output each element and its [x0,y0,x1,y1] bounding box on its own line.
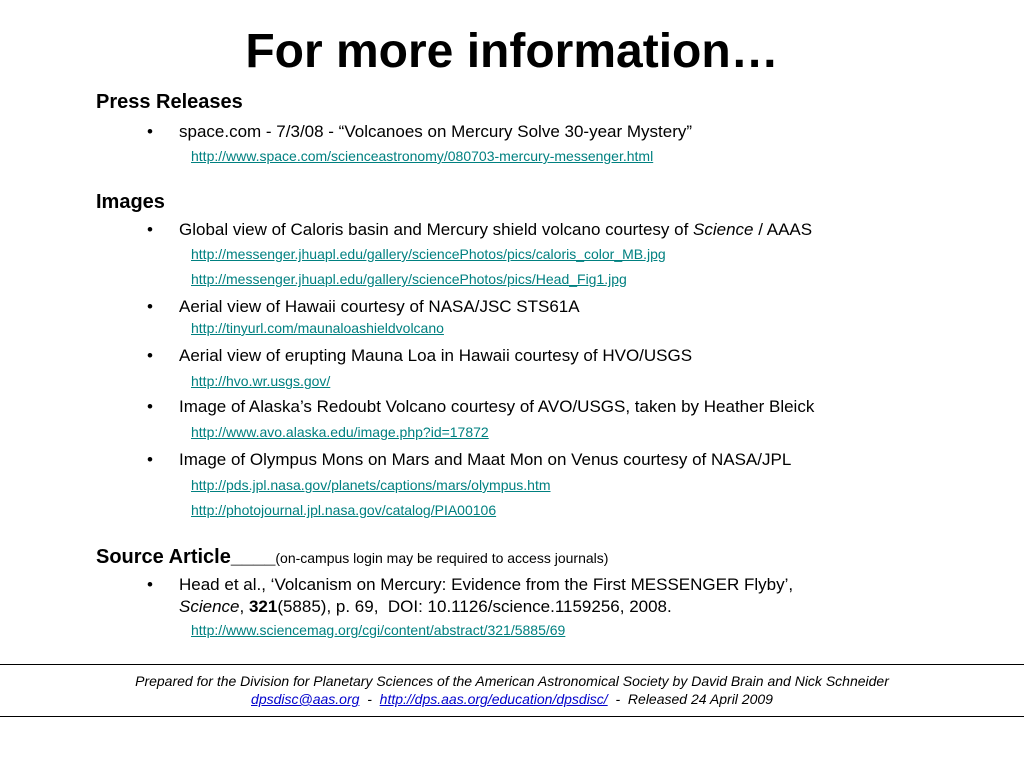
mauna-loa-item: Aerial view of erupting Mauna Loa in Hawaii courtesy of HVO/USGS [179,346,693,365]
footer-bottom-rule [0,716,1024,717]
source-article-note: (on-campus login may be required to access journals) [275,550,609,566]
press-release-link[interactable]: http://www.space.com/scienceastronomy/080703-mercury-messenger.html [191,148,654,164]
bullet-icon: • [147,346,153,365]
press-releases-heading: Press Releases [96,91,243,113]
page-title: For more information… [245,25,779,78]
source-citation-line1: Head et al., ‘Volcanism on Mercury: Evidence from the First MESSENGER Flyby’, [179,575,794,594]
caloris-link-2[interactable]: http://messenger.jhuapl.edu/gallery/sciencePhotos/pics/Head_Fig1.jpg [191,271,627,287]
footer-dash: - [359,691,380,707]
bullet-icon: • [147,575,153,594]
alaska-link[interactable]: http://www.avo.alaska.edu/image.php?id=17872 [191,424,489,440]
bullet-icon: • [147,220,153,239]
source-article-blank: ____ [230,546,276,568]
caloris-link-1[interactable]: http://messenger.jhuapl.edu/gallery/sciencePhotos/pics/caloris_color_MB.jpg [191,246,666,262]
footer-url-link[interactable]: http://dps.aas.org/education/dpsdisc/ [379,691,608,707]
hawaii-link[interactable]: http://tinyurl.com/maunaloashieldvolcano [191,320,444,336]
footer-top-rule [0,664,1024,665]
caloris-credit: / AAAS [753,220,813,239]
source-article-heading [96,545,608,570]
footer-links-line [0,690,1024,708]
mauna-loa-link[interactable]: http://hvo.wr.usgs.gov/ [191,373,331,389]
footer [0,672,1024,708]
footer-released: - Released 24 April 2009 [607,691,773,707]
footer-credit: Prepared for the Division for Planetary Sciences of the American Astronomical Society by David Brain and Nick Schneider [135,673,889,689]
caloris-text: Global view of Caloris basin and Mercury shield volcano courtesy of [179,220,694,239]
citation-rest: (5885), p. 69, DOI: 10.1126/science.1159256, 2008. [277,597,672,616]
press-release-item: space.com - 7/3/08 - “Volcanoes on Mercury Solve 30-year Mystery” [179,122,693,141]
citation-journal: Science [179,597,240,616]
source-article-link[interactable]: http://www.sciencemag.org/cgi/content/abstract/321/5885/69 [191,622,566,638]
olympus-link-2[interactable]: http://photojournal.jpl.nasa.gov/catalog/PIA00106 [191,502,497,518]
images-heading: Images [96,191,165,213]
source-citation-line2 [179,597,672,617]
bullet-icon: • [147,397,153,416]
olympus-link-1[interactable]: http://pds.jpl.nasa.gov/planets/captions/mars/olympus.htm [191,477,551,493]
footer-email-link[interactable]: dpsdisc@aas.org [251,691,360,707]
hawaii-item: Aerial view of Hawaii courtesy of NASA/JSC STS61A [179,297,580,316]
citation-sep: , [239,597,249,616]
caloris-journal: Science [693,220,754,239]
caloris-item [179,220,812,240]
olympus-item: Image of Olympus Mons on Mars and Maat Mon on Venus courtesy of NASA/JPL [179,450,792,469]
bullet-icon: • [147,450,153,469]
bullet-icon: • [147,297,153,316]
alaska-item: Image of Alaska’s Redoubt Volcano courtesy of AVO/USGS, taken by Heather Bleick [179,397,815,416]
bullet-icon: • [147,122,153,141]
citation-volume: 321 [248,597,278,616]
source-article-title: Source Article [96,546,231,568]
